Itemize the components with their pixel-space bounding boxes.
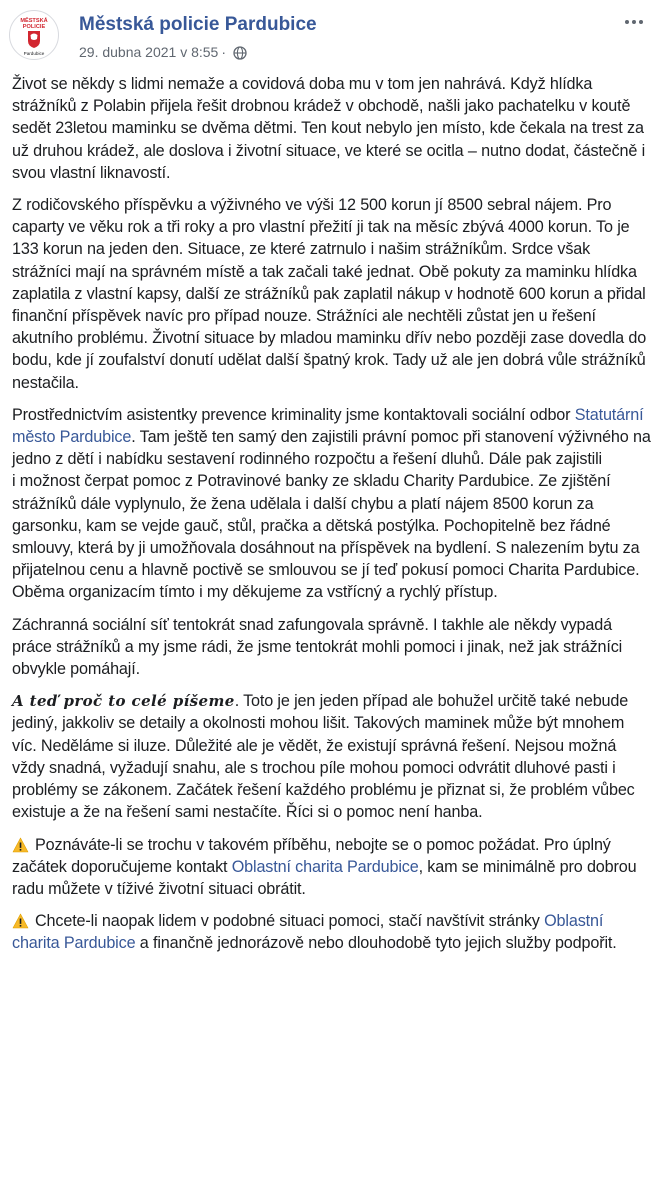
- avatar[interactable]: [9, 10, 59, 60]
- warning-icon: [12, 837, 29, 853]
- mention-oblastni-charita-pardubice[interactable]: Oblastní charita Pardubice: [231, 857, 419, 876]
- meta-separator: ·: [221, 44, 227, 60]
- page-name-link[interactable]: Městská policie Pardubice: [79, 14, 317, 35]
- post-date[interactable]: 29. dubna 2021 v 8:55: [79, 44, 219, 60]
- more-options-icon: [625, 20, 629, 24]
- logo-text-1: MĚSTSKÁ: [20, 18, 48, 24]
- post-meta: [79, 44, 247, 60]
- mention-statutarni-mesto-pardubice[interactable]: Statutární město Pardubice: [12, 405, 644, 447]
- shield-emblem: [31, 34, 38, 41]
- logo-text-3: Pardubice: [23, 51, 45, 56]
- police-logo: [10, 11, 58, 59]
- paragraph-1: Život se někdy s lidmi nemaže a covidová doba mu v tom jen nahrává. Když hlídka strážníků z Polabin přijela řešit drobnou krádež v obchodě, našli jako pachatelku v koutě sedět 23letou maminku se dvěma dětmi. Ten kout nebylo jen místo, kde čekala na trest za už druhou krádež, ale doslova i životní situace, ve které se ocitla – nutno dodat, částečně i svou vlastní liknavostí.: [12, 75, 646, 182]
- warning-icon: [12, 913, 29, 929]
- mention-oblastni-charita-pardubice-2[interactable]: Oblastní charita Pardubice: [12, 912, 604, 953]
- globe-icon[interactable]: [233, 46, 247, 60]
- paragraph-5: A teď proč to celé píšeme. Toto je jen jeden případ ale bohužel určitě také nebude jediný, jakkoliv se detaily a okolnosti mohou lišit. Takových maminek může být mnohem víc. Neděláme si iluze. Důležité ale je vědět, že existují správná řešení. Nejsou možná vždy snadná, vyžadují snahu, ale s trochou píle mohou pomoci odvrátit dluhové pasti i problémy se zákonem. Začátek řešení každého problému je přiznat si, že problém vůbec existuje a že na řešení sami nestačíte. Říci si o pomoc není hanba.: [12, 692, 635, 822]
- paragraph-7: Chcete-li naopak lidem v podobné situaci pomoci, stačí navštívit stránky Oblastní charita Pardubice a finančně jednorázově nebo dlouhodobě tyto jejich služby podpořit.: [12, 912, 617, 953]
- more-options-button[interactable]: [619, 10, 649, 34]
- post-header: [0, 0, 663, 70]
- emphasized-heading: A teď proč to celé píšeme: [12, 692, 235, 711]
- paragraph-2: Z rodičovského příspěvku a výživného ve výši 12 500 korun jí 8500 sebral nájem. Pro caparty ve věku rok a tři roky a pro vlastní přežití ji tak na měsíc zbývá 4000 korun. To je 133 korun na jeden den. Situace, ze které zatrnulo i našim strážníkům. Srdce však strážníci mají na správném místě a tak začali také jednat. Obě pokuty za maminku hlídka zaplatila z vlastní kapsy, další ze strážníků pak zaplatil nákup v hodnotě 600 korun a přidal finanční příspěvek navíc pro případ nouze. Strážníci ale nechtěli zůstat jen u řešení akutního problému. Životní situace by mladou maminku dřív nebo později zase dovedla do bodu, kde jí zoufalství donutí udělat další špatný krok. Tady už ale jen dobrá vůle strážníků nestačila.: [12, 196, 647, 392]
- paragraph-4: Záchranná sociální síť tentokrát snad zafungovala správně. I takhle ale někdy vypadá práce strážníků a my jsme rádi, že jsme tentokrát mohli pomoci i jinak, než jak strážníci obvykle pomáhají.: [12, 615, 623, 679]
- paragraph-6: Poznáváte-li se trochu v takovém příběhu, nebojte se o pomoc požádat. Pro úplný začátek doporučujeme kontakt Oblastní charita Pardubice, kam se minimálně pro dobrou radu můžete v tíživé životní situaci obrátit.: [12, 835, 637, 898]
- paragraph-3: Prostřednictvím asistentky prevence kriminality jsme kontaktovali sociální odbor Statutární město Pardubice. Tam ještě ten samý den zajistili právní pomoc při stanovení výživného na jedno z dětí i nabídku sestavení rodinného rozpočtu a řešení dluhů. Dále pak zajistili i možnost čerpat pomoc z Potravinové banky ze skladu Charity Pardubice. Ze zjištění strážníků dále vyplynulo, že žena udělala i další chybu a platí nájem 8500 korun za garsonku, kam se vejde gauč, stůl, pračka a dětská postýlka. Pochopitelně bez řádné smlouvy, která by ji umožňovala dosáhnout na příspěvek na bydlení. S nalezením bytu za přijatelnou cenu a hlavně poctivě se smlouvou se jí teď pokusí pomoci Charita Pardubice. Oběma organizacím tímto i my děkujeme za vstřícný a rychlý přístup.: [12, 405, 651, 602]
- logo-text-2: POLICIE: [22, 24, 46, 30]
- post-text: [12, 73, 652, 965]
